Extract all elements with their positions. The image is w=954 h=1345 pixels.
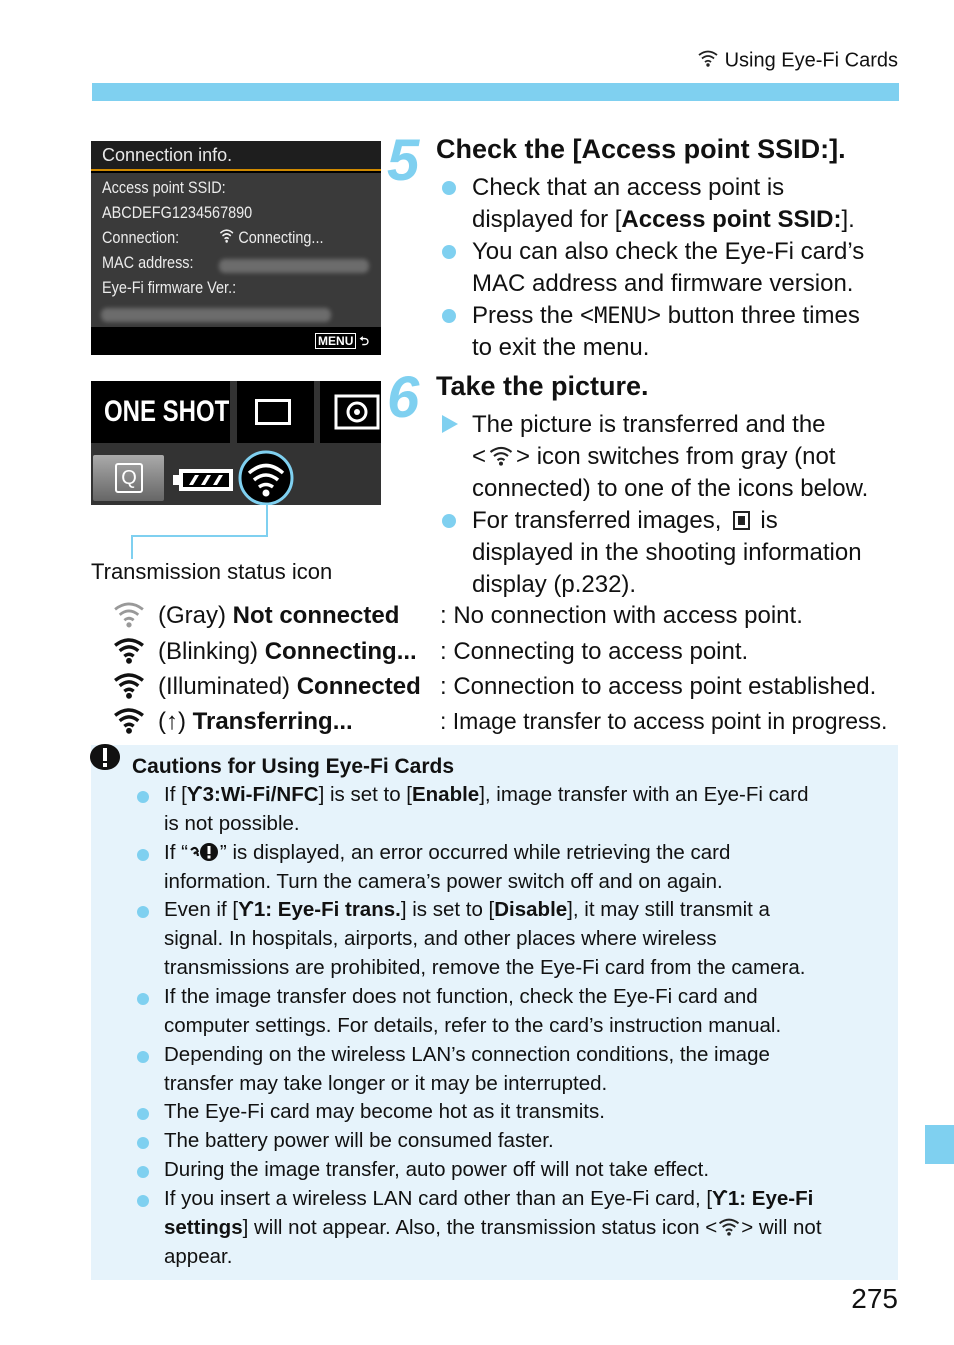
bullet [137, 1108, 149, 1120]
mac-label: MAC address: [102, 253, 194, 272]
caution-icon [89, 743, 121, 773]
screen-title: Connection info. [91, 141, 381, 171]
section-title: Using Eye-Fi Cards [724, 49, 898, 72]
wifi-gray-icon [112, 600, 146, 628]
running-header [697, 49, 898, 73]
wifi-icon [717, 1217, 741, 1236]
menu-return: MENU ⮌ [315, 332, 369, 353]
bullet [137, 1195, 149, 1207]
wifi-blinking-icon [112, 636, 146, 664]
status-legend: (Gray) Not connected : No connection with access point. (Blinking) Connecting... : Connecting to access point. (Illuminated) Connected : Connection to access point established. (↑) Transferring... : Image transfer to access point in progress. [112, 602, 912, 742]
single-shot-icon [255, 399, 291, 425]
connection-value: Connecting... [219, 228, 323, 248]
wifi-icon [488, 445, 514, 466]
header-bar [92, 83, 899, 101]
bullet [137, 1137, 149, 1149]
caution-box: Cautions for Using Eye-Fi Cards If [ϒ3:Wi-Fi/NFC] is set to [Enable], image transfer with an Eye-Fi card is not possible. If “ ” is displayed, an error occurred while retrieving the card information. Turn the camera’s power switch off and on again. Even if [ϒ1: Eye-Fi trans.] is set to [Disable], it may still transmit a signal. In hospitals, airports, and other places where wireless transmissions are prohibited, remove the Eye-Fi card from the camera. If the image transfer does not function, check the Eye-Fi card and computer settings. For details, refer to the card’s instruction manual. Depending on the wireless LAN’s connection conditions, the image transfer may take longer or it may be interrupted. The Eye-Fi card may become hot as it transmits. The battery power will be consumed faster. During the image transfer, auto power off will not take effect. If you insert a wireless LAN card other than an Eye-Fi card, [ϒ1: Eye-Fi settings] will not appear. Also, the transmission status icon < > will not appear. [91, 745, 898, 1280]
bullet [137, 993, 149, 1005]
step-number: 5 [387, 128, 420, 193]
page-number: 275 [851, 1283, 898, 1314]
setup-icon: ϒ [186, 783, 203, 806]
ssid-value: ABCDEFG1234567890 [102, 203, 253, 222]
battery-icon [173, 467, 235, 493]
return-icon: ⮌ [359, 334, 369, 348]
ssid-label: Access point SSID: [102, 178, 226, 197]
wifi-transferring-icon [112, 706, 146, 734]
caution-title: Cautions for Using Eye-Fi Cards [132, 755, 455, 778]
metering-icon [334, 394, 380, 430]
wifi-icon [219, 228, 234, 243]
transmission-status-icon [237, 449, 295, 505]
bullet [137, 906, 149, 918]
step-title: Take the picture. [436, 371, 649, 401]
metering-cell [320, 381, 381, 443]
drive-mode-cell [237, 381, 314, 443]
step-title: Check the [Access point SSID:]. [436, 134, 846, 164]
bullet [137, 1051, 149, 1063]
chapter-tab [925, 1125, 954, 1164]
callout-line [131, 535, 133, 559]
bullet [137, 1166, 149, 1178]
screen-body [91, 173, 381, 327]
setup-icon: ϒ [238, 898, 254, 921]
step-number: 6 [387, 365, 420, 430]
shooting-screen [91, 381, 381, 505]
bullet [137, 849, 149, 861]
callout-line [266, 505, 268, 537]
arrow-bullet [442, 415, 458, 433]
menu-button-label: MENU [594, 304, 648, 329]
wifi-icon [697, 49, 719, 73]
wifi-illuminated-icon [112, 671, 146, 699]
wifi-error-icon [188, 842, 220, 862]
transferred-image-icon [733, 511, 750, 530]
connection-label: Connection: [102, 228, 180, 247]
bullet [442, 514, 456, 528]
bullet [442, 309, 456, 323]
q-button: Q [93, 455, 164, 501]
af-mode-cell: ONE SHOT [91, 381, 230, 443]
callout-line [131, 535, 268, 537]
firmware-label: Eye-Fi firmware Ver.: [102, 278, 237, 297]
bullet [137, 791, 149, 803]
connection-info-screen [91, 141, 381, 355]
mac-value-blurred [219, 259, 369, 273]
figure-caption: Transmission status icon [91, 559, 333, 584]
bullet [442, 245, 456, 259]
setup-icon: ϒ [712, 1187, 728, 1210]
firmware-value-blurred [101, 308, 331, 322]
bullet [442, 181, 456, 195]
